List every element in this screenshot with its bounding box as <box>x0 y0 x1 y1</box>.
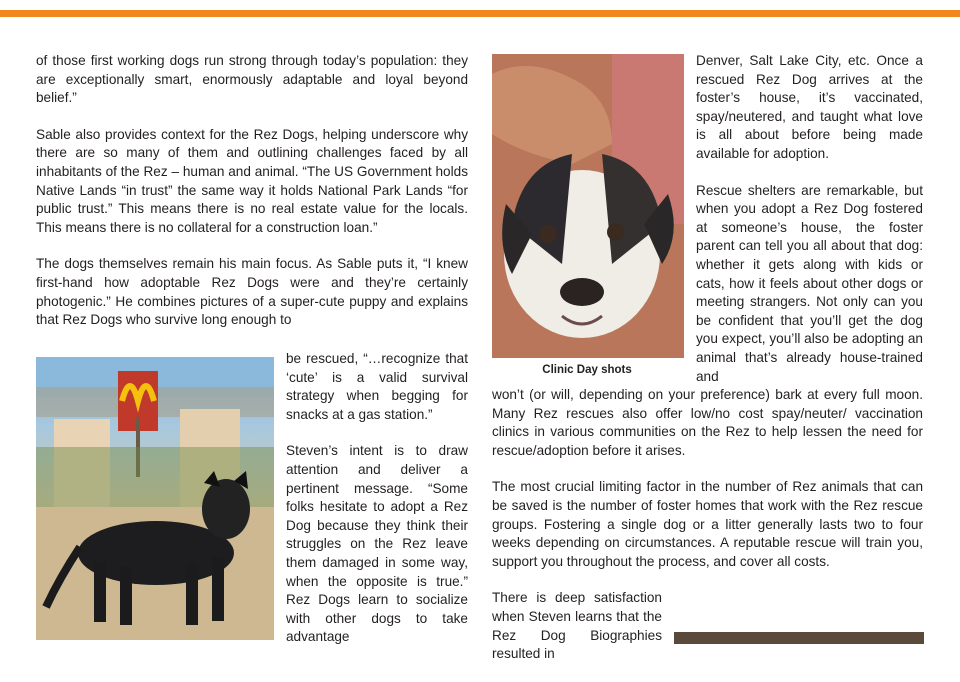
paragraph: of those first working dogs run strong through today’s population: they are exceptionally smart, enormously adaptable and loyal beyond belief.” <box>36 53 468 106</box>
header-accent-bar <box>0 10 960 17</box>
paragraph: There is deep satisfaction when Steven learns that the Rez Dog Biographies resulted in <box>492 590 662 662</box>
left-text-column <box>36 52 468 348</box>
paragraph: Denver, Salt Lake City, etc. Once a rescued Rez Dog arrives at the foster’s house, it’s vaccinated, spay/neutered, and taught what love is all about before being made available for adoption. <box>696 53 923 161</box>
paragraph: Sable also provides context for the Rez Dogs, helping underscore why there are so many of them and outlining challenges faced by all inhabitants of the Rez – human and animal. “The US Government holds Native Lands “in trust” the same way it holds National Park Lands “for public trust.” This means there is no real estate value for the locals. This means there is no collateral for a construction loan.” <box>36 126 468 235</box>
paragraph: The most crucial limiting factor in the number of Rez animals that can be saved is the number of foster homes that work with the Rez rescue groups. Fostering a single dog or a litter generally lasts two to four weeks depending on circumstances. A reputable rescue will train you, support you throughout the process, and cover all costs. <box>492 479 923 569</box>
puppy-photo <box>492 54 684 358</box>
paragraph: be rescued, “…recognize that ‘cute’ is a valid survival strategy when begging for snacks at a gas station.” <box>286 351 468 422</box>
right-upper-text-column <box>696 52 923 404</box>
paragraph: won’t (or will, depending on your preference) bark at every full moon. Many Rez rescues also offer low/no cost spay/neuter/ vaccination clinics in various communities on the Rez to help lessen the need for rescue/adoption before it arises. <box>492 387 923 458</box>
paragraph: Steven’s intent is to draw attention and deliver a pertinent message. “Some folks hesitate to adopt a Rez Dog because they think their struggles on the Rez leave them damaged in some way, when the opposite is true.” Rez Dogs learn to socialize with other dogs to take advantage <box>286 443 468 645</box>
paragraph: The dogs themselves remain his main focus. As Sable puts it, “I knew first-hand how adoptable Rez Dogs were and they’re certainly photogenic.” He combines pictures of a super-cute puppy and explains that Rez Dogs who survive long enough to <box>36 256 468 328</box>
black-dog-photo <box>36 357 274 640</box>
cropped-bottom-photo <box>674 632 924 644</box>
photo-caption: Clinic Day shots <box>542 364 632 376</box>
paragraph: Rescue shelters are remarkable, but when you adopt a Rez Dog fostered at someone’s house, the foster parent can tell you all about that dog: whether it gets along with kids or cats, how it feels about other dogs or meeting strangers. Not only can you be confident that you’ll get the dog you expect, you’ll also be adopting an animal that’s already house-trained and <box>696 182 923 384</box>
narrow-text-column <box>286 350 468 665</box>
